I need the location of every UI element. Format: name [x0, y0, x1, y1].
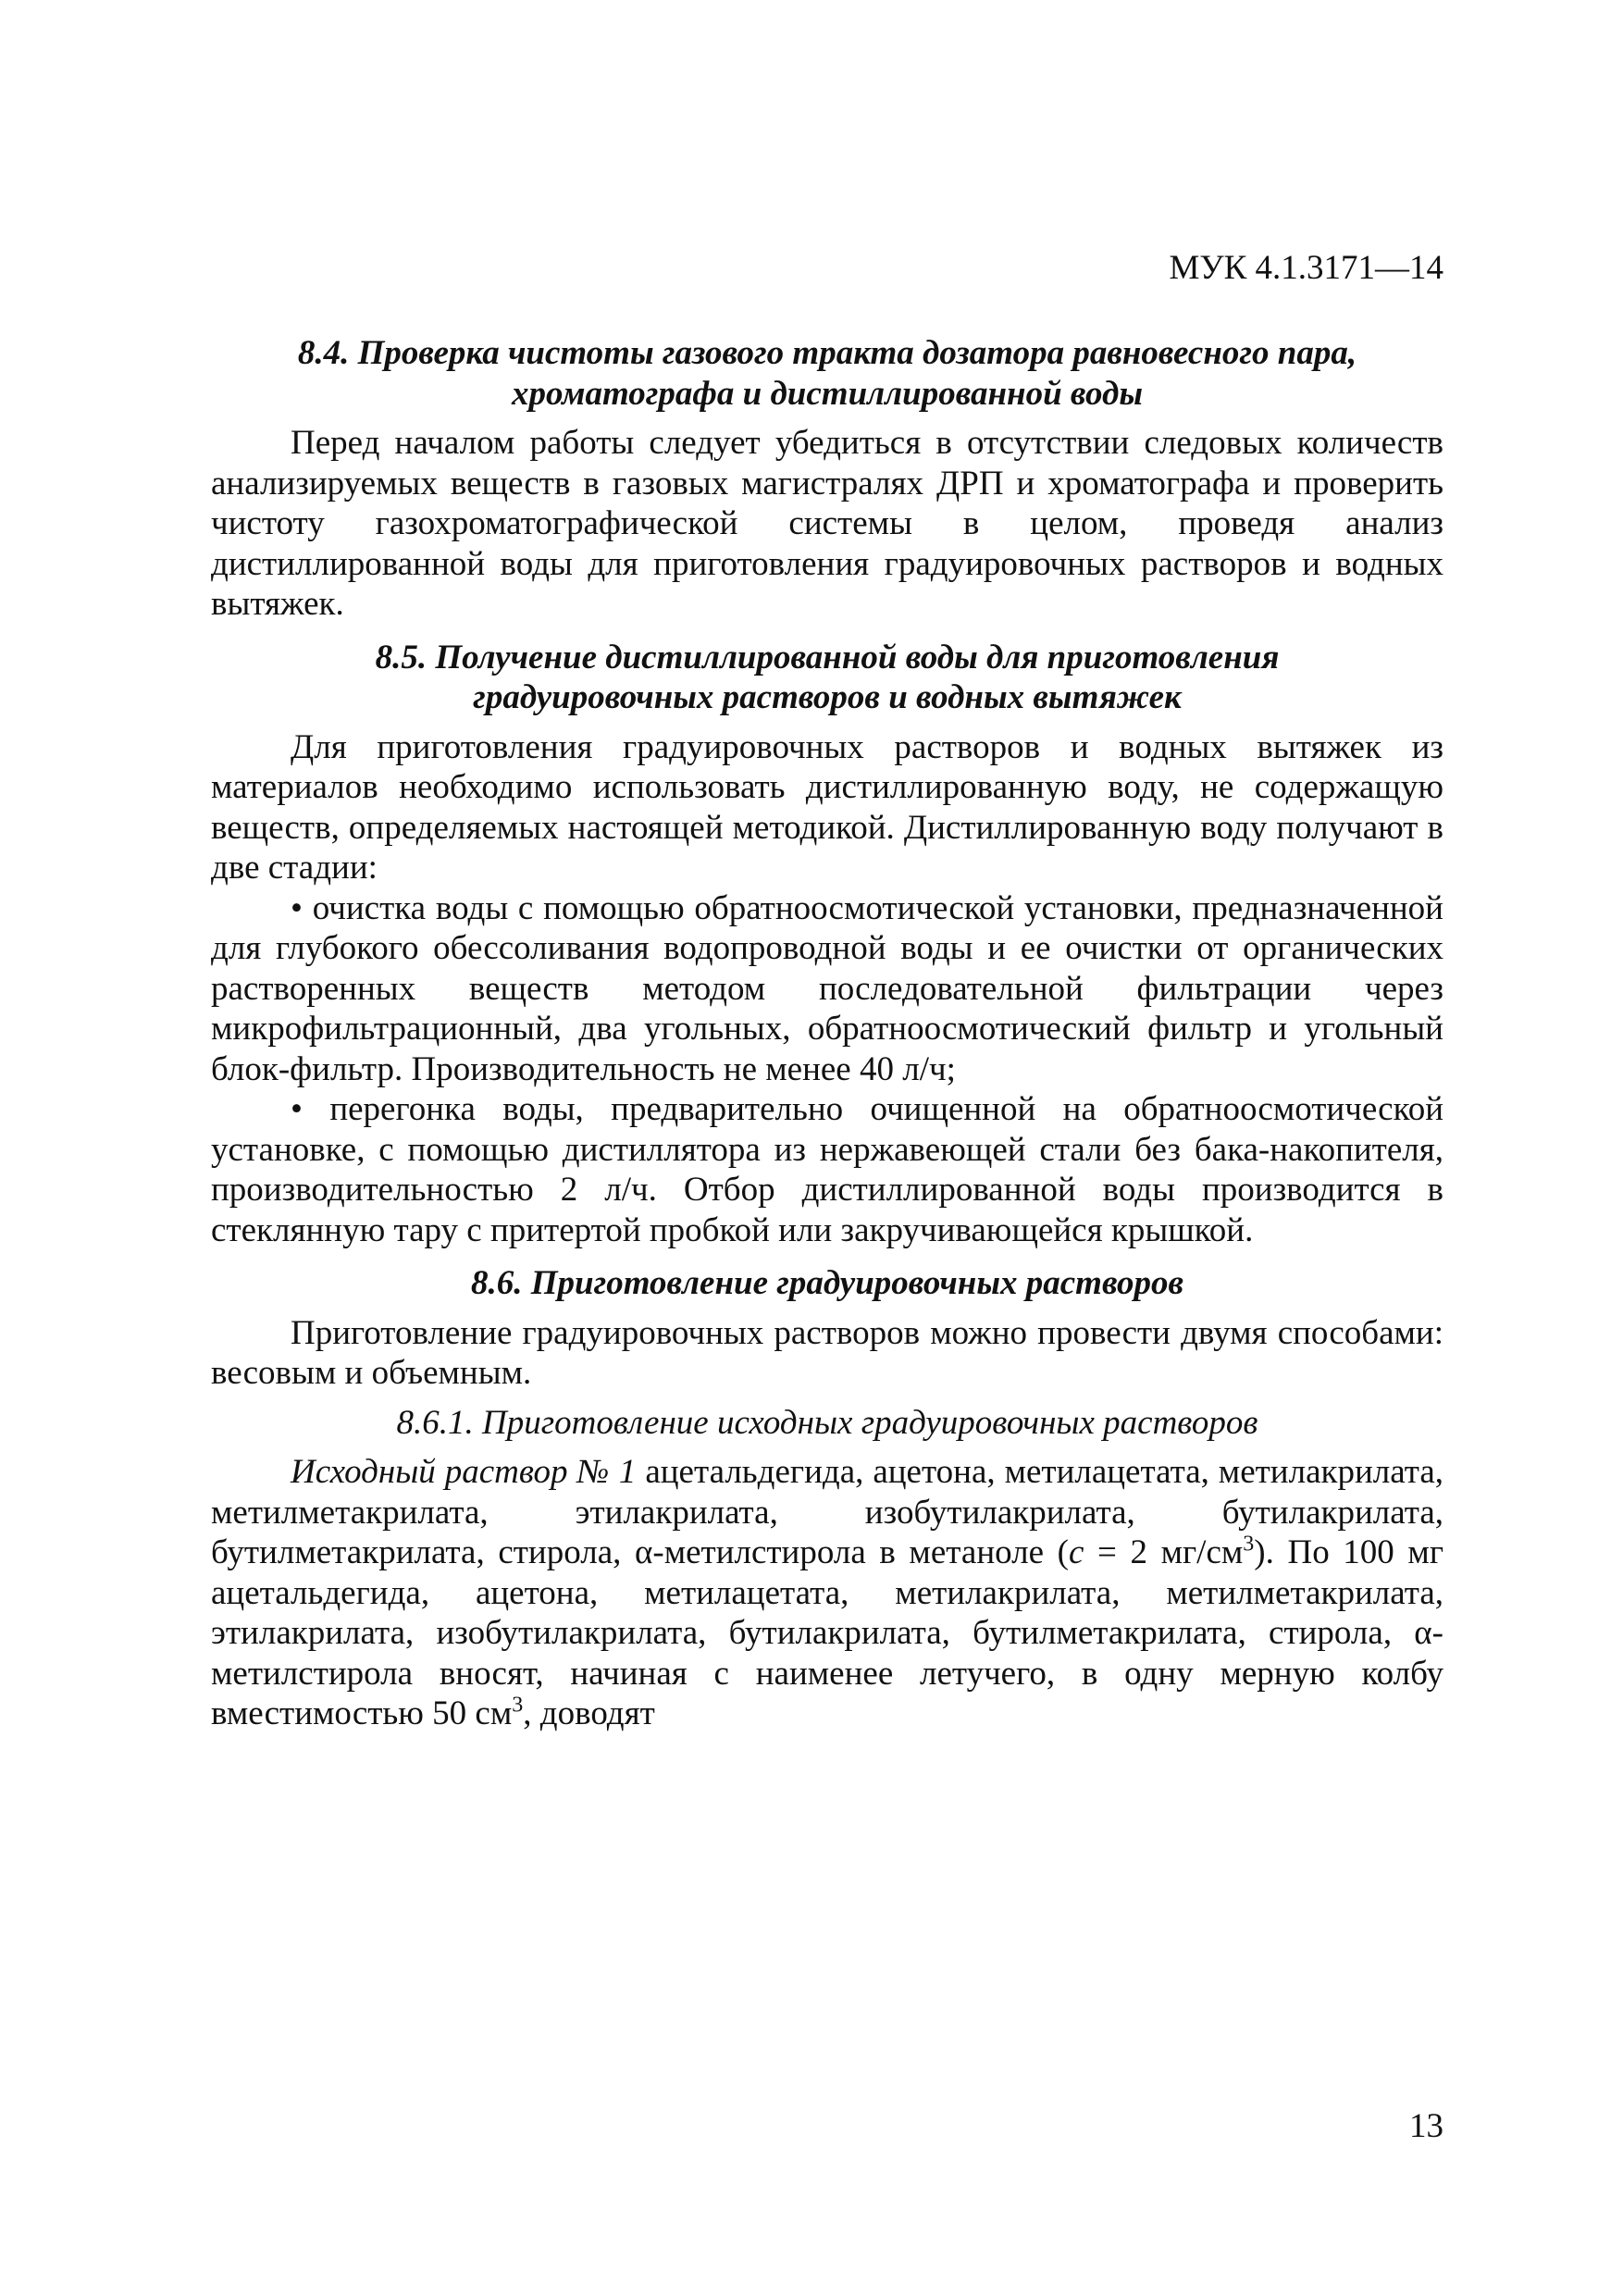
section-8-4-heading	[211, 333, 1443, 414]
section-8-4-title-line-2: хроматографа и дистиллированной воды	[512, 374, 1143, 413]
section-8-5-title-line-2: градуировочных растворов и водных вытяжек	[473, 678, 1182, 716]
section-8-4-paragraph: Перед началом работы следует убедиться в отсутствии следовых количеств анализируемых веществ в газовых магистралях ДРП и хроматографа и проверить чистоту газохроматографической системы в целом, проведя анализ дистиллированной воды для приготовления градуировочных растворов и водных вытяжек.	[211, 424, 1443, 623]
bullet-icon: •	[291, 888, 303, 927]
page-body	[211, 333, 1443, 1734]
superscript-cube: 3	[1243, 1532, 1255, 1557]
page-number: 13	[1409, 2107, 1443, 2145]
section-8-4-title-line-1: 8.4. Проверка чистоты газового тракта дозатора равновесного пара,	[297, 334, 1357, 372]
concentration-symbol: с	[1068, 1533, 1084, 1571]
solution-1-text-c: , доводят	[523, 1694, 655, 1732]
bullet-item-1	[211, 888, 1443, 1090]
bullet-item-2	[211, 1089, 1443, 1250]
section-8-6-1-heading: 8.6.1. Приготовление исходных градуировочных растворов	[396, 1403, 1258, 1442]
bullet-item-1-text: очистка воды с помощью обратноосмотической установки, предназначенной для глубокого обессоливания водопроводной воды и ее очистки от органических растворенных веществ методом последовательной фильтрации через микрофильтрационный, два угольных, обратноосмотический фильтр и угольный блок-фильтр. Производительность не менее 40 л/ч;	[211, 888, 1443, 1088]
section-8-5-heading	[211, 638, 1443, 718]
solution-1-label: Исходный раствор № 1	[291, 1453, 637, 1491]
bullet-icon: •	[291, 1090, 303, 1128]
bullet-item-2-text: перегонка воды, предварительно очищенной на обратноосмотической установке, с помощью дистиллятора из нержавеющей стали без бака-накопителя, производительностью 2 л/ч. Отбор дистиллированной воды производится в стеклянную тару с притертой пробкой или закручивающейся крышкой.	[211, 1090, 1443, 1249]
superscript-cube: 3	[512, 1693, 524, 1718]
solution-1-text-a: ацетальдегида, ацетона, метилацетата, метилакрилата, метилметакрилата, этилакрилата, изобутилакрилата, бутилакрилата, бутилметакрилата, стирола, α-метилстирола в метаноле (	[211, 1453, 1443, 1571]
section-8-5-title-line-1: 8.5. Получение дистиллированной воды для приготовления	[375, 638, 1280, 676]
document-code-header: МУК 4.1.3171—14	[1169, 249, 1443, 287]
section-8-5-paragraph: Для приготовления градуировочных растворов и водных вытяжек из материалов необходимо использовать дистиллированную воду, не содержащую веществ, определяемых настоящей методикой. Дистиллированную воду получают в две стадии:	[211, 727, 1443, 887]
section-8-6-title: 8.6. Приготовление градуировочных растворов	[470, 1264, 1184, 1302]
section-8-6-paragraph: Приготовление градуировочных растворов можно провести двумя способами: весовым и объемным.	[211, 1313, 1443, 1392]
section-8-6-heading	[211, 1263, 1443, 1304]
solution-1-text-b: ). По 100 мг ацетальдегида, ацетона, метилацетата, метилакрилата, метилметакрилата, этилакрилата, изобутилакрилата, бутилакрилата, бутилметакрилата, стирола, α-метилстирола вносят, начиная с наименее летучего, в одну мерную колбу вместимостью 50 см	[211, 1533, 1443, 1732]
concentration-value: = 2 мг/см	[1084, 1533, 1244, 1571]
solution-1-paragraph	[211, 1452, 1443, 1734]
